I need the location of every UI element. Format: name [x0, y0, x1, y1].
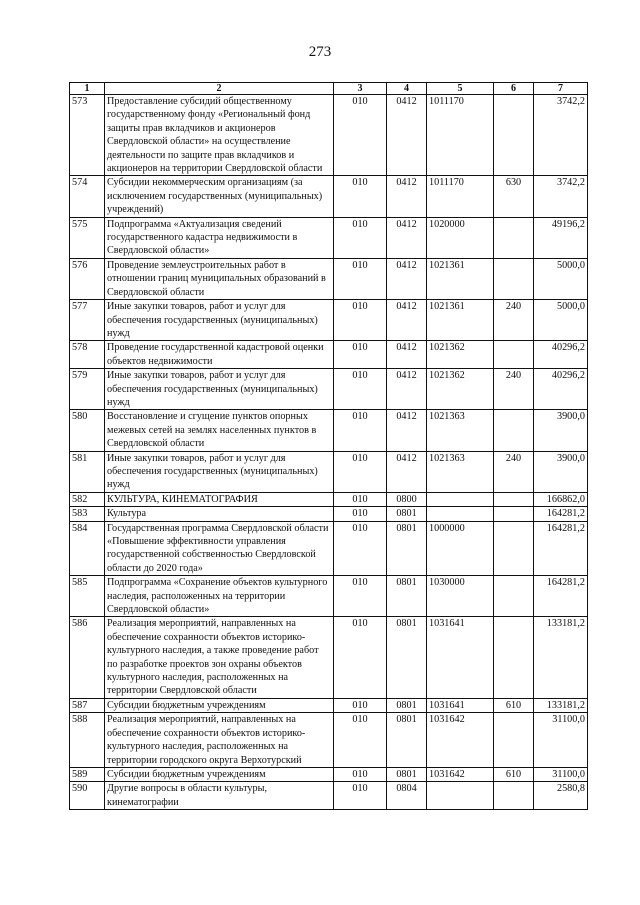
row-name: Реализация мероприятий, направленных на обеспечение сохранности объектов историко-культурного наследия, расположенных на территории городского округа Верхотурский — [105, 713, 334, 768]
code-expense-type — [494, 507, 534, 521]
table-row — [70, 782, 588, 810]
code-target — [427, 782, 494, 810]
code-target: 1021361 — [427, 258, 494, 299]
row-amount: 164281,2 — [534, 576, 588, 617]
code-section: 0801 — [387, 521, 427, 576]
code-target: 1011170 — [427, 176, 494, 217]
code-section: 0412 — [387, 176, 427, 217]
code-expense-type: 240 — [494, 369, 534, 410]
row-number: 588 — [70, 713, 105, 768]
code-section: 0804 — [387, 782, 427, 810]
row-name: Субсидии некоммерческим организациям (за исключением государственных (муниципальных) учреждений) — [105, 176, 334, 217]
code-section: 0412 — [387, 341, 427, 369]
row-number: 586 — [70, 617, 105, 698]
row-amount: 3742,2 — [534, 95, 588, 176]
row-name: Предоставление субсидий общественному государственному фонду «Региональный фонд защиты прав вкладчиков и акционеров Свердловской области» на осуществление деятельности по защите прав вкладчиков и акционеров на территории Свердловской области — [105, 95, 334, 176]
code-expense-type — [494, 217, 534, 258]
row-name: Субсидии бюджетным учреждениям — [105, 698, 334, 712]
row-name: Иные закупки товаров, работ и услуг для обеспечения государственных (муниципальных) нужд — [105, 451, 334, 492]
row-name: Иные закупки товаров, работ и услуг для обеспечения государственных (муниципальных) нужд — [105, 300, 334, 341]
code-target: 1031642 — [427, 713, 494, 768]
row-name: Подпрограмма «Актуализация сведений государственного кадастра недвижимости в Свердловской области» — [105, 217, 334, 258]
row-amount: 5000,0 — [534, 258, 588, 299]
row-amount: 133181,2 — [534, 698, 588, 712]
code-target: 1031642 — [427, 767, 494, 781]
code-target: 1011170 — [427, 95, 494, 176]
row-number: 582 — [70, 492, 105, 506]
column-header: 7 — [534, 83, 588, 95]
row-amount: 166862,0 — [534, 492, 588, 506]
code-target: 1021361 — [427, 300, 494, 341]
table-row — [70, 217, 588, 258]
code-expense-type: 240 — [494, 300, 534, 341]
row-number: 574 — [70, 176, 105, 217]
row-number: 590 — [70, 782, 105, 810]
code-section: 0801 — [387, 507, 427, 521]
code-section: 0801 — [387, 617, 427, 698]
code-expense-type: 610 — [494, 767, 534, 781]
row-name: Другие вопросы в области культуры, кинематографии — [105, 782, 334, 810]
column-header: 6 — [494, 83, 534, 95]
code-ministry: 010 — [334, 698, 387, 712]
code-expense-type — [494, 258, 534, 299]
table-row — [70, 451, 588, 492]
column-header: 3 — [334, 83, 387, 95]
code-ministry: 010 — [334, 217, 387, 258]
table-row — [70, 617, 588, 698]
code-section: 0801 — [387, 576, 427, 617]
code-section: 0412 — [387, 410, 427, 451]
row-amount: 3900,0 — [534, 451, 588, 492]
code-section: 0412 — [387, 369, 427, 410]
row-amount: 49196,2 — [534, 217, 588, 258]
row-number: 587 — [70, 698, 105, 712]
code-ministry: 010 — [334, 176, 387, 217]
row-number: 585 — [70, 576, 105, 617]
row-amount: 133181,2 — [534, 617, 588, 698]
code-expense-type — [494, 410, 534, 451]
code-section: 0412 — [387, 217, 427, 258]
column-header: 5 — [427, 83, 494, 95]
code-ministry: 010 — [334, 782, 387, 810]
row-number: 581 — [70, 451, 105, 492]
row-amount: 2580,8 — [534, 782, 588, 810]
code-section: 0801 — [387, 713, 427, 768]
row-number: 584 — [70, 521, 105, 576]
table-row — [70, 713, 588, 768]
table-row — [70, 176, 588, 217]
table-row — [70, 369, 588, 410]
row-name: Культура — [105, 507, 334, 521]
row-amount: 31100,0 — [534, 767, 588, 781]
table-row — [70, 341, 588, 369]
code-section: 0800 — [387, 492, 427, 506]
row-number: 573 — [70, 95, 105, 176]
row-amount: 164281,2 — [534, 507, 588, 521]
code-section: 0412 — [387, 451, 427, 492]
table-row — [70, 698, 588, 712]
page-number: 273 — [308, 44, 332, 60]
code-ministry: 010 — [334, 341, 387, 369]
code-expense-type — [494, 95, 534, 176]
code-ministry: 010 — [334, 521, 387, 576]
code-expense-type — [494, 492, 534, 506]
code-target — [427, 492, 494, 506]
code-ministry: 010 — [334, 507, 387, 521]
row-amount: 31100,0 — [534, 713, 588, 768]
code-section: 0412 — [387, 95, 427, 176]
code-section: 0801 — [387, 767, 427, 781]
table-row — [70, 410, 588, 451]
code-target: 1031641 — [427, 698, 494, 712]
table-row — [70, 507, 588, 521]
code-expense-type — [494, 782, 534, 810]
budget-table — [69, 82, 588, 810]
column-header: 2 — [105, 83, 334, 95]
row-number: 580 — [70, 410, 105, 451]
row-name: Восстановление и сгущение пунктов опорных межевых сетей на землях населенных пунктов в Свердловской области — [105, 410, 334, 451]
row-amount: 5000,0 — [534, 300, 588, 341]
code-expense-type: 240 — [494, 451, 534, 492]
row-number: 575 — [70, 217, 105, 258]
row-number: 589 — [70, 767, 105, 781]
table-row — [70, 258, 588, 299]
code-target: 1000000 — [427, 521, 494, 576]
row-name: Подпрограмма «Сохранение объектов культурного наследия, расположенных на территории Свердловской области» — [105, 576, 334, 617]
code-target: 1031641 — [427, 617, 494, 698]
code-ministry: 010 — [334, 713, 387, 768]
code-expense-type — [494, 576, 534, 617]
code-target: 1020000 — [427, 217, 494, 258]
code-ministry: 010 — [334, 369, 387, 410]
row-name: Иные закупки товаров, работ и услуг для обеспечения государственных (муниципальных) нужд — [105, 369, 334, 410]
code-section: 0412 — [387, 300, 427, 341]
code-target: 1030000 — [427, 576, 494, 617]
row-name: Реализация мероприятий, направленных на обеспечение сохранности объектов историко-культурного наследия, а также проведение работ по разработке проектов зон охраны объектов культурного наследия, расположенных на территории Свердловской области — [105, 617, 334, 698]
code-expense-type: 630 — [494, 176, 534, 217]
code-ministry: 010 — [334, 451, 387, 492]
row-number: 579 — [70, 369, 105, 410]
code-ministry: 010 — [334, 617, 387, 698]
row-name: Государственная программа Свердловской области «Повышение эффективности управления государственной собственностью Свердловской области до 2020 года» — [105, 521, 334, 576]
table-row — [70, 576, 588, 617]
table-row — [70, 300, 588, 341]
code-target: 1021362 — [427, 341, 494, 369]
code-ministry: 010 — [334, 300, 387, 341]
code-target: 1021363 — [427, 451, 494, 492]
code-expense-type — [494, 713, 534, 768]
row-amount: 40296,2 — [534, 341, 588, 369]
row-number: 577 — [70, 300, 105, 341]
table-row — [70, 521, 588, 576]
row-number: 576 — [70, 258, 105, 299]
code-ministry: 010 — [334, 410, 387, 451]
table-row — [70, 767, 588, 781]
table-row — [70, 492, 588, 506]
code-ministry: 010 — [334, 258, 387, 299]
row-amount: 40296,2 — [534, 369, 588, 410]
row-name: Субсидии бюджетным учреждениям — [105, 767, 334, 781]
code-expense-type: 610 — [494, 698, 534, 712]
row-amount: 164281,2 — [534, 521, 588, 576]
code-section: 0412 — [387, 258, 427, 299]
row-amount: 3742,2 — [534, 176, 588, 217]
row-name: КУЛЬТУРА, КИНЕМАТОГРАФИЯ — [105, 492, 334, 506]
row-name: Проведение землеустроительных работ в отношении границ муниципальных образований в Свердловской области — [105, 258, 334, 299]
code-section: 0801 — [387, 698, 427, 712]
row-number: 583 — [70, 507, 105, 521]
code-ministry: 010 — [334, 95, 387, 176]
column-header: 1 — [70, 83, 105, 95]
code-expense-type — [494, 617, 534, 698]
code-ministry: 010 — [334, 576, 387, 617]
code-target: 1021363 — [427, 410, 494, 451]
code-ministry: 010 — [334, 767, 387, 781]
row-number: 578 — [70, 341, 105, 369]
code-target — [427, 507, 494, 521]
column-header: 4 — [387, 83, 427, 95]
row-amount: 3900,0 — [534, 410, 588, 451]
code-expense-type — [494, 341, 534, 369]
code-target: 1021362 — [427, 369, 494, 410]
table-row — [70, 95, 588, 176]
header-row — [70, 83, 588, 95]
row-name: Проведение государственной кадастровой оценки объектов недвижимости — [105, 341, 334, 369]
code-ministry: 010 — [334, 492, 387, 506]
code-expense-type — [494, 521, 534, 576]
